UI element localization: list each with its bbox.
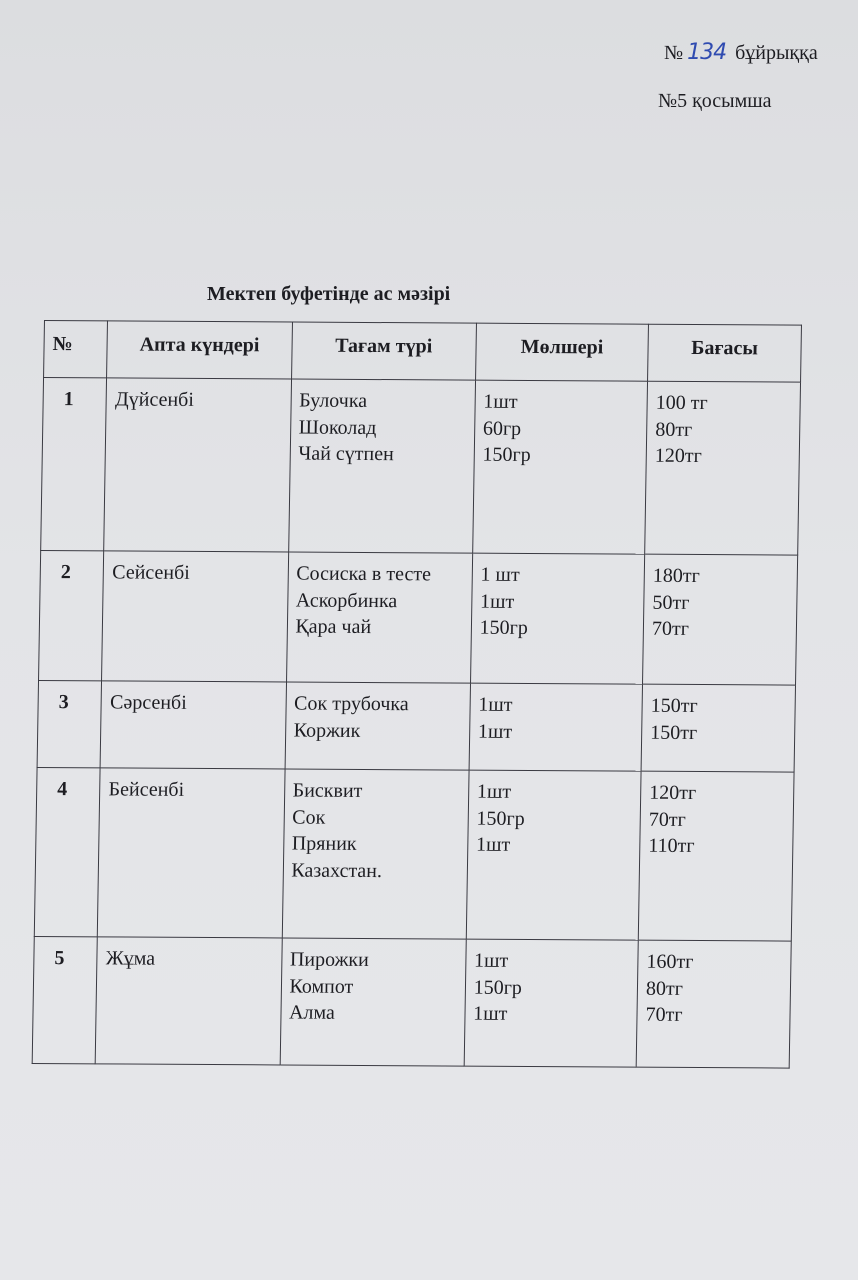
row-number: 2 (39, 550, 105, 680)
weekday-cell: Сейсенбі (102, 551, 288, 682)
price-value: 180тг (652, 564, 701, 588)
table-header-row (44, 321, 802, 383)
food-item: Компот (289, 975, 354, 998)
quantity-value: 150гр (476, 807, 525, 830)
quantity-value: 150гр (482, 443, 531, 466)
quantity-cell (469, 683, 643, 771)
food-item: Шоколад (298, 416, 377, 439)
food-cell (285, 682, 471, 770)
quantity-value: 1 шт (480, 563, 520, 586)
quantity-value: 150гр (479, 616, 529, 639)
column-header-number: № (44, 321, 108, 378)
price-value: 150тг (650, 694, 698, 717)
row-number: 4 (34, 767, 100, 936)
order-reference (664, 40, 818, 65)
column-header-quantity: Мөлшері (475, 323, 648, 381)
quantity-value: 1шт (473, 1002, 508, 1025)
column-header-weekday: Апта күндері (107, 321, 292, 379)
table-row (41, 377, 801, 555)
price-value: 120тг (649, 781, 697, 804)
price-value: 70тг (645, 1003, 683, 1026)
food-item: Сок (292, 806, 326, 829)
price-cell (645, 381, 801, 555)
food-item: Пирожки (289, 948, 369, 971)
quantity-value: 1шт (478, 693, 513, 716)
food-item: Чай сүтпен (298, 442, 394, 466)
weekday-cell: Дүйсенбі (104, 378, 291, 552)
price-cell (641, 684, 795, 772)
quantity-cell (470, 553, 644, 684)
quantity-cell (466, 770, 641, 940)
order-prefix: № (664, 42, 684, 64)
weekday-cell: Сәрсенбі (101, 681, 287, 769)
table-row (34, 767, 794, 941)
menu-table (32, 320, 802, 1069)
quantity-value: 1шт (475, 833, 511, 856)
quantity-value: 1шт (476, 780, 512, 803)
price-value: 100 тг (655, 391, 708, 415)
price-value: 150тг (650, 721, 698, 744)
quantity-value: 1шт (477, 720, 513, 743)
price-cell (643, 554, 798, 685)
quantity-value: 150гр (473, 976, 523, 999)
food-cell (288, 379, 475, 553)
food-item: Казахстан. (291, 859, 383, 882)
price-value: 70тг (651, 617, 690, 640)
food-item: Сок трубочка (293, 692, 409, 716)
order-number-handwritten: 134 (687, 40, 727, 65)
food-cell (282, 769, 469, 939)
quantity-cell (464, 939, 638, 1067)
quantity-value: 1шт (483, 390, 518, 413)
food-item: Аскорбинка (295, 589, 398, 612)
weekday-cell: Бейсенбі (98, 768, 285, 938)
column-header-price: Бағасы (648, 324, 802, 382)
row-number: 1 (41, 377, 107, 550)
food-item: Пряник (291, 832, 357, 855)
food-item: Коржик (293, 719, 361, 742)
table-row (32, 936, 791, 1068)
quantity-value: 60гр (482, 417, 522, 440)
price-value: 50тг (652, 591, 690, 614)
food-item: Бисквит (292, 779, 363, 802)
food-item: Қара чай (295, 615, 372, 639)
column-header-food: Тағам түрі (291, 322, 476, 380)
price-value: 80тг (655, 418, 693, 441)
quantity-cell (472, 380, 647, 554)
price-value: 80тг (645, 977, 684, 1000)
table-row (39, 550, 798, 685)
food-item: Сосиска в тесте (296, 562, 432, 586)
weekday-cell: Жұма (96, 937, 282, 1065)
price-value: 120тг (654, 444, 702, 468)
food-cell (286, 552, 472, 683)
order-suffix: бұйрыққа (735, 42, 818, 64)
price-value: 110тг (648, 834, 695, 857)
food-cell (280, 938, 466, 1066)
appendix-label: №5 қосымша (658, 90, 772, 112)
document-title: Мектеп буфетінде ас мәзірі (207, 283, 451, 305)
row-number: 5 (32, 936, 98, 1063)
row-number: 3 (37, 680, 102, 767)
food-item: Булочка (299, 389, 368, 412)
price-cell (636, 940, 791, 1068)
price-value: 70тг (648, 808, 686, 831)
quantity-value: 1шт (473, 949, 509, 972)
quantity-value: 1шт (479, 590, 515, 613)
table-row (37, 680, 795, 772)
price-cell (638, 771, 794, 941)
price-value: 160тг (646, 950, 694, 973)
food-item: Алма (288, 1001, 336, 1024)
